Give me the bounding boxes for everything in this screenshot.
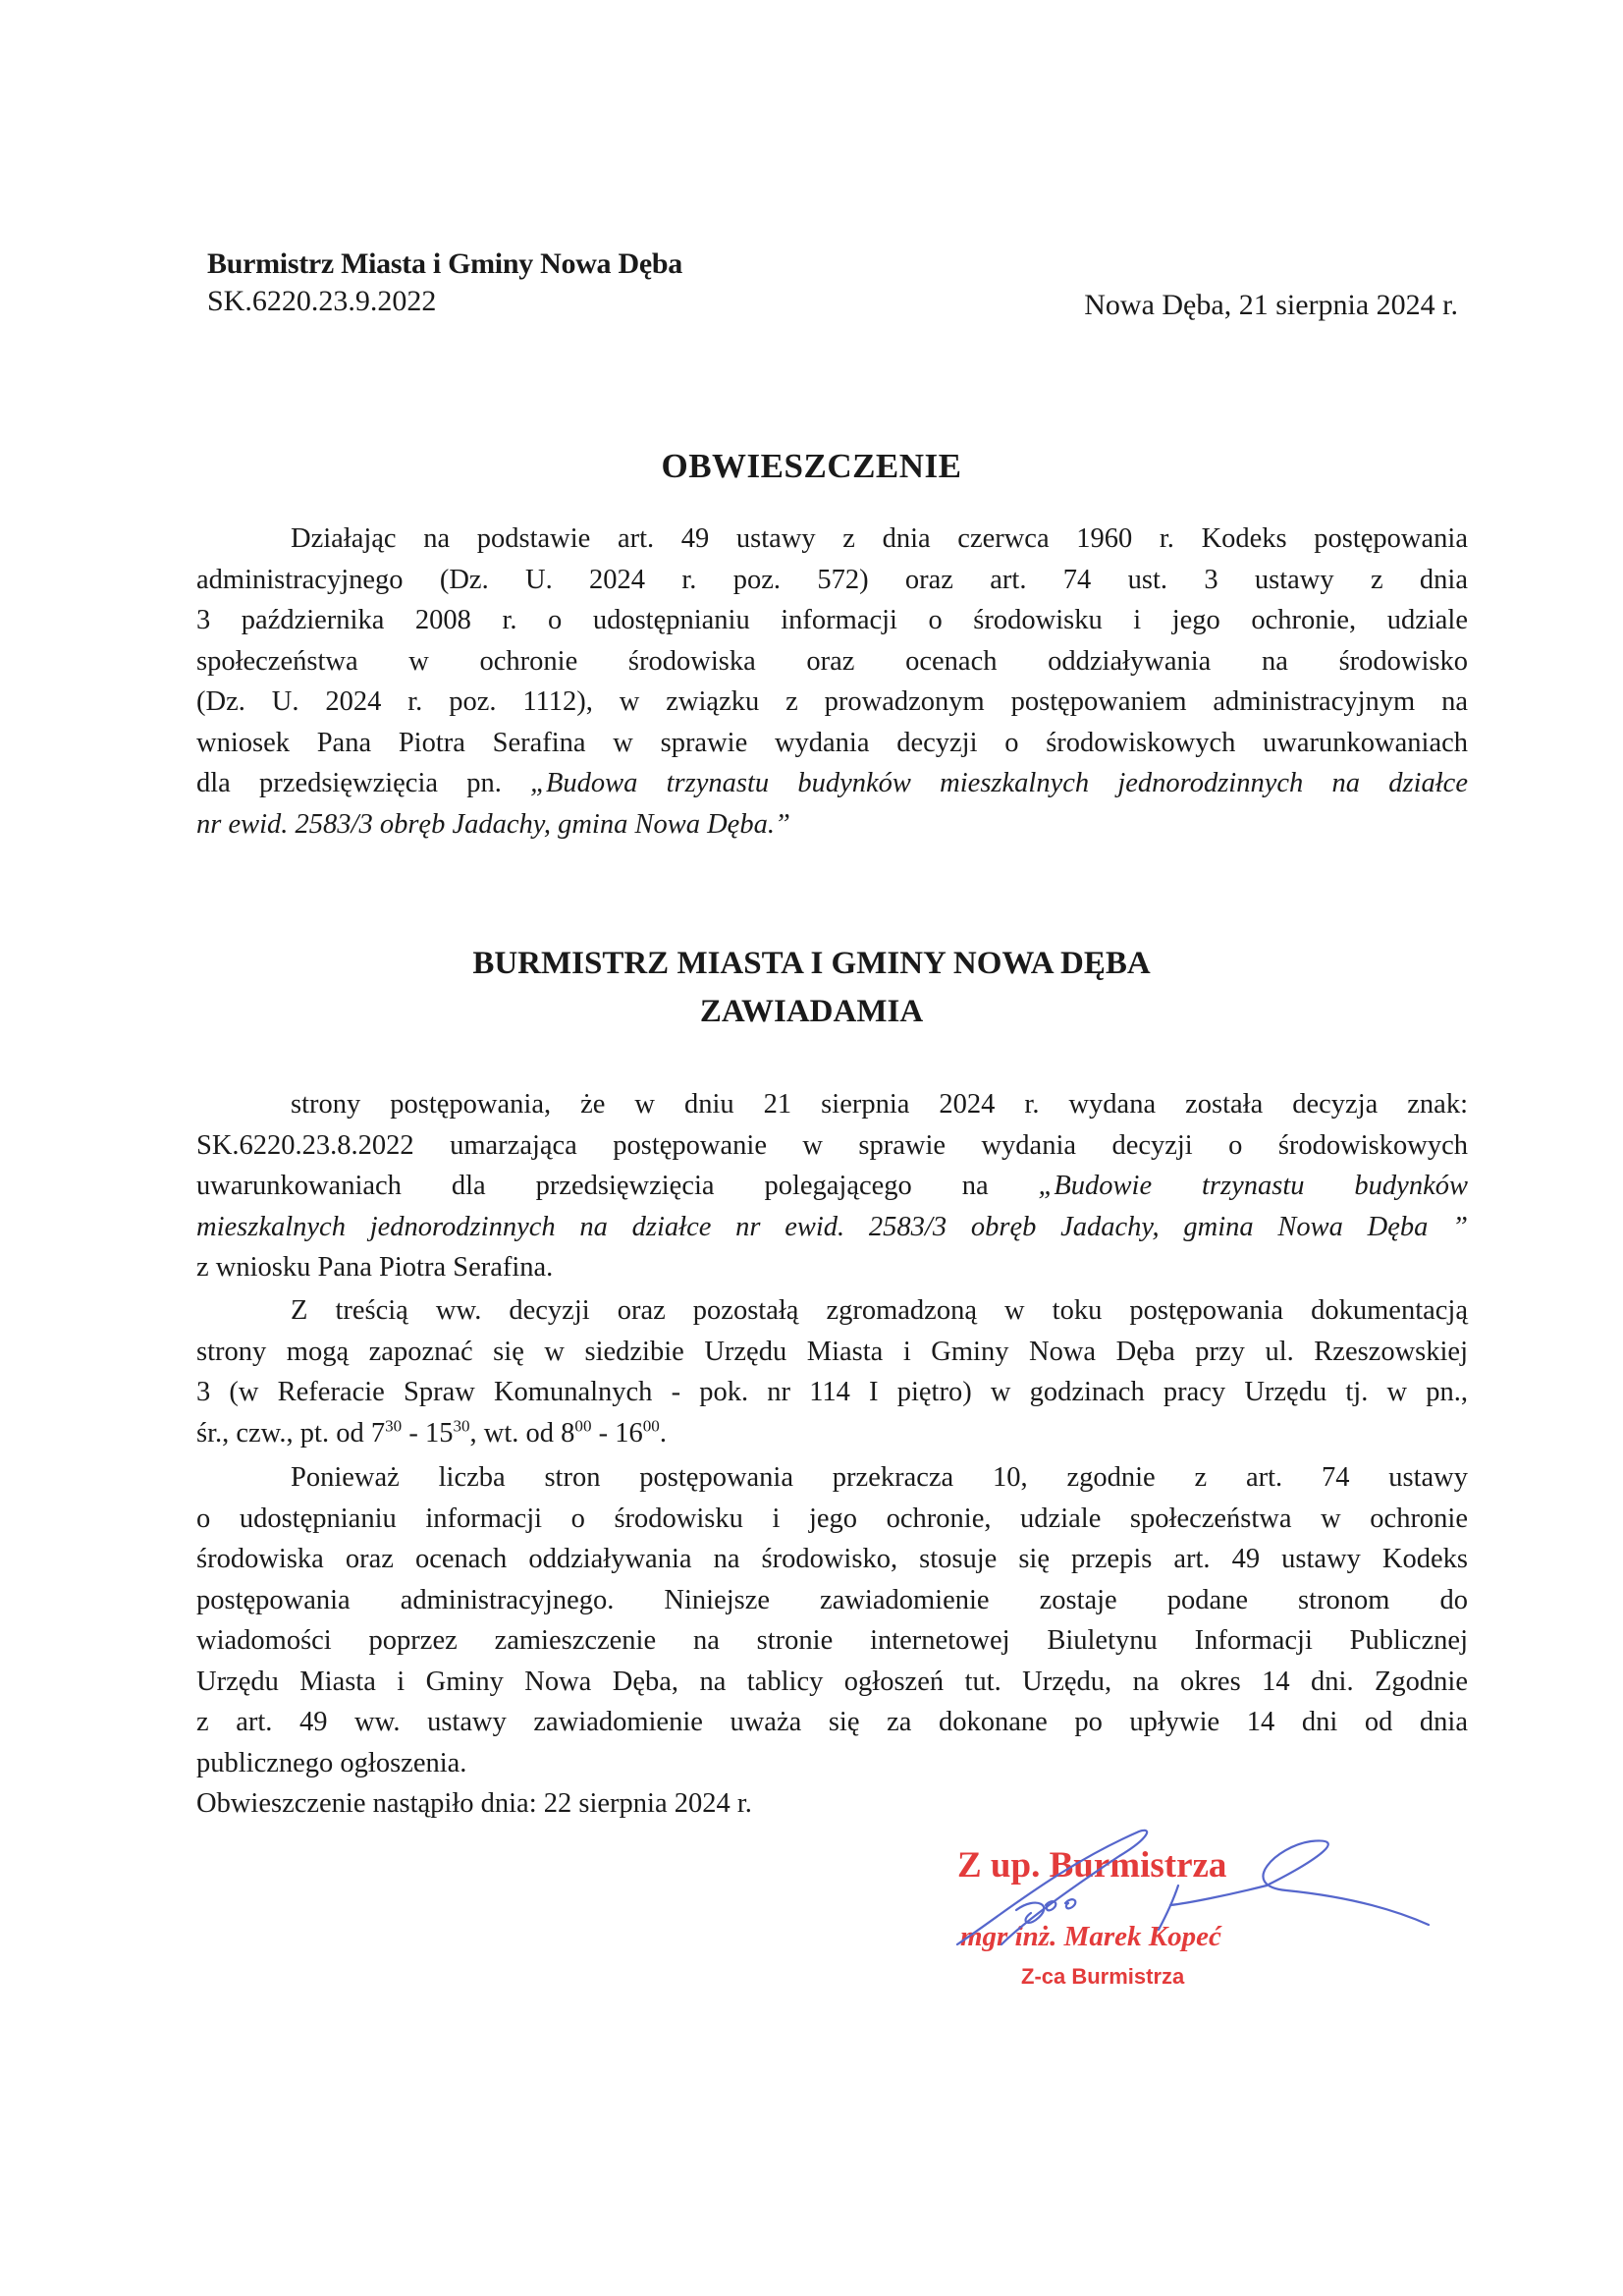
text-line: strony mogą zapoznać się w siedzibie Urzędu Miasta i Gminy Nowa Dęba przy ul. Rzeszowskiej — [196, 1336, 1468, 1367]
stamp-on-behalf: Z up. Burmistrza — [957, 1845, 1227, 1886]
separator: - — [402, 1417, 425, 1449]
decision-paragraph — [196, 1084, 1468, 1288]
text-line: postępowania administracyjnego. Niniejsze zawiadomienie zostaje podane stronom do — [196, 1584, 1468, 1615]
text-span: , wt. od — [469, 1417, 562, 1449]
stamp-signatory-title: Z-ca Burmistrza — [1021, 1964, 1185, 1989]
document-title: OBWIESZCZENIE — [661, 447, 962, 485]
text-line: Ponieważ liczba stron postępowania przekracza 10, zgodnie z art. 74 ustawy — [291, 1462, 1468, 1493]
minute: 30 — [453, 1416, 470, 1435]
text-line — [196, 763, 1468, 804]
minute: 00 — [642, 1416, 660, 1435]
section-heading-authority: BURMISTRZ MIASTA I GMINY NOWA DĘBA — [472, 946, 1151, 981]
publication-note — [196, 1783, 1468, 1825]
hour: 16 — [615, 1417, 643, 1449]
section-heading-notifies: ZAWIADAMIA — [699, 994, 924, 1029]
text-line: wniosek Pana Piotra Serafina w sprawie wydania decyzji o środowiskowych uwarunkowaniach — [196, 727, 1468, 758]
text-line: z wniosku Pana Piotra Serafina. — [196, 1252, 554, 1283]
text-line: strony postępowania, że w dniu 21 sierpnia 2024 r. wydana została decyzja znak: — [291, 1089, 1468, 1120]
text-line: o udostępnianiu informacji o środowisku i jego ochronie, udziale społeczeństwa w ochronie — [196, 1503, 1468, 1534]
minute: 00 — [574, 1416, 592, 1435]
case-number: SK.6220.23.9.2022 — [207, 285, 437, 317]
text-line: publicznego ogłoszenia. — [196, 1747, 467, 1778]
handwritten-signature-icon — [943, 1827, 1434, 1994]
minute: 30 — [385, 1416, 403, 1435]
text-line: Z treścią ww. decyzji oraz pozostałą zgromadzoną w toku postępowania dokumentacją — [291, 1295, 1468, 1326]
text-line: administracyjnego (Dz. U. 2024 r. poz. 572) oraz art. 74 ust. 3 ustawy z dnia — [196, 564, 1468, 595]
text-line: SK.6220.23.8.2022 umarzająca postępowanie w sprawie wydania decyzji o środowiskowych — [196, 1129, 1468, 1161]
hour: 15 — [424, 1417, 454, 1449]
text-line: wiadomości poprzez zamieszczenie na stronie internetowej Biuletynu Informacji Publicznej — [196, 1625, 1468, 1656]
office-hours-line — [196, 1413, 1468, 1454]
text-line: 3 października 2008 r. o udostępnianiu informacji o środowisku i jego ochronie, udziale — [196, 605, 1468, 635]
text-span: uwarunkowaniach dla przedsięwzięcia polegającego na — [196, 1171, 1039, 1201]
text-line: (Dz. U. 2024 r. poz. 1112), w związku z prowadzonym postępowaniem administracyjnym na — [196, 686, 1468, 717]
intro-paragraph — [196, 519, 1468, 845]
text-span: śr., czw., pt. od — [196, 1417, 371, 1449]
text-line — [196, 1166, 1468, 1207]
issuing-authority: Burmistrz Miasta i Gminy Nowa Dęba — [207, 247, 682, 280]
hour: 8 — [561, 1417, 575, 1449]
stamp-signatory-name: mgr inż. Marek Kopeć — [960, 1921, 1221, 1952]
text-line: środowiska oraz ocenach oddziaływania na środowisko, stosuje się przepis art. 49 ustawy Kodeks — [196, 1544, 1468, 1574]
project-name-italic: mieszkalnych jednorodzinnych na działce nr ewid. 2583/3 obręb Jadachy, gmina Nowa Dęba ” — [196, 1211, 1468, 1242]
notice-paragraph — [196, 1457, 1468, 1783]
project-name-italic: nr ewid. 2583/3 obręb Jadachy, gmina Nowa Dęba.” — [196, 808, 790, 840]
text-line: Urzędu Miasta i Gminy Nowa Dęba, na tablicy ogłoszeń tut. Urzędu, na okres 14 dni. Zgodnie — [196, 1666, 1468, 1697]
documentation-paragraph — [196, 1290, 1468, 1453]
separator: - — [591, 1417, 616, 1449]
text-span: dla przedsięwzięcia pn. — [196, 768, 531, 798]
place-and-date: Nowa Dęba, 21 sierpnia 2024 r. — [1084, 289, 1458, 321]
text-line: Obwieszczenie nastąpiło dnia: 22 sierpnia 2024 r. — [196, 1788, 752, 1819]
text-line: z art. 49 ww. ustawy zawiadomienie uważa się za dokonane po upływie 14 dni od dnia — [196, 1707, 1468, 1737]
project-name-italic: „Budowie trzynastu budynków — [1038, 1171, 1468, 1201]
text-span: . — [659, 1417, 667, 1449]
project-name-italic: „Budowa trzynastu budynków mieszkalnych jednorodzinnych na działce — [530, 768, 1468, 798]
text-line: społeczeństwa w ochronie środowiska oraz ocenach oddziaływania na środowisko — [196, 645, 1468, 677]
text-line: 3 (w Referacie Spraw Komunalnych - pok. nr 114 I piętro) w godzinach pracy Urzędu tj. w pn., — [196, 1377, 1468, 1407]
hour: 7 — [370, 1417, 386, 1449]
text-line: Działając na podstawie art. 49 ustawy z dnia czerwca 1960 r. Kodeks postępowania — [291, 523, 1468, 554]
